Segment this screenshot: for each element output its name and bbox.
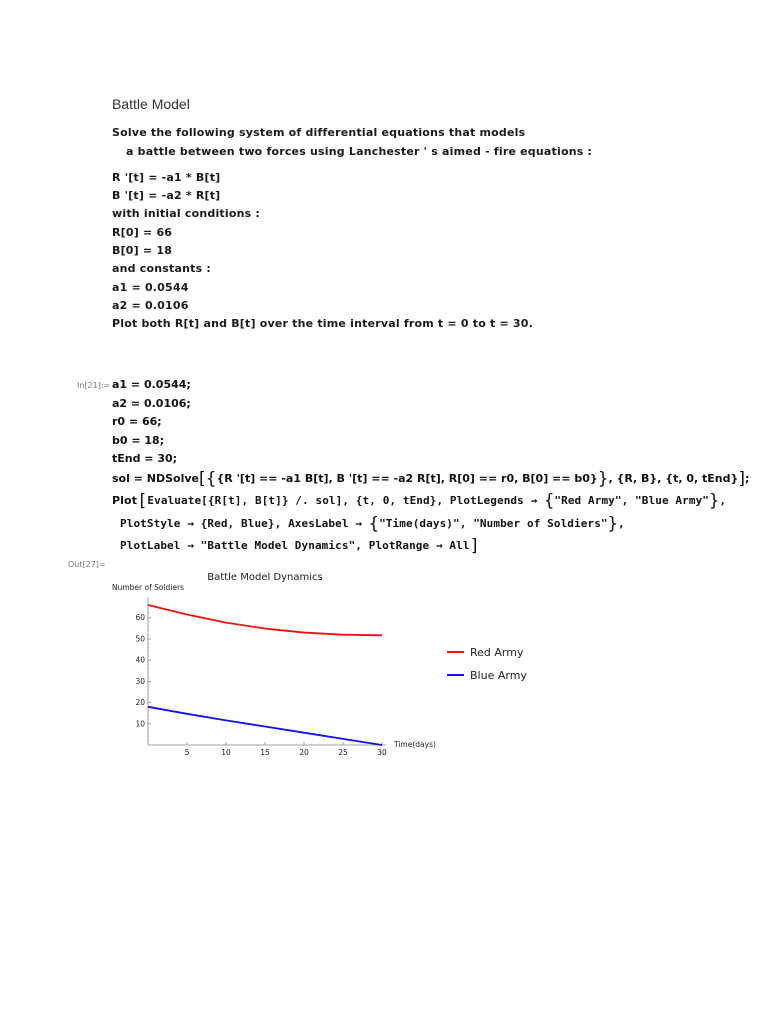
y-tick-label: 20 [135,698,145,708]
plot-args: Evaluate[{R[t], B[t]} /. sol], {t, 0, tEnd}, PlotLegends → [147,494,545,507]
plot-comma: , [719,494,727,507]
plot-legends: "Red Army", "Blue Army" [554,494,710,507]
input-line-plotlabel[interactable]: PlotLabel → "Battle Model Dynamics", PlotRange → All] [120,536,480,556]
legend-label: Blue Army [470,669,527,682]
series-line-blue-army [148,707,382,745]
y-tick-label: 60 [135,613,145,623]
input-line-a1[interactable]: a1 = 0.0544; [112,378,191,391]
series-line-red-army [148,605,382,635]
x-tick-label: 15 [260,748,270,757]
x-axis-label: Time(days) [394,740,436,749]
intro-line-2: a battle between two forces using Lanchester ' s aimed - fire equations : [126,145,593,158]
input-line-plot[interactable]: Plot[Evaluate[{R[t], B[t]} /. sol], {t, 0, tEnd}, PlotLegends → {"Red Army", "Blue Army"}, [112,491,727,511]
x-tick-label: 10 [221,748,231,757]
initial-conditions-label: with initial conditions : [112,207,261,220]
x-tick-label: 25 [338,748,348,757]
y-tick-label: 50 [135,634,145,644]
initial-condition-r: R[0] = 66 [112,226,173,239]
x-tick-label: 5 [184,748,190,757]
output-cell-label: Out[27]= [68,560,106,569]
constants-label: and constants : [112,262,211,275]
y-tick-label: 10 [135,719,145,729]
plotstyle-args: PlotStyle → {Red, Blue}, AxesLabel → [120,517,369,530]
section-title: Battle Model [112,96,190,112]
constant-a1: a1 = 0.0544 [112,281,189,294]
equation-r: R '[t] = -a1 * B[t] [112,171,221,184]
input-line-r0[interactable]: r0 = 66; [112,415,162,428]
input-line-plotstyle[interactable]: PlotStyle → {Red, Blue}, AxesLabel → {"Time(days)", "Number of Soldiers"}, [120,514,625,534]
initial-condition-b: B[0] = 18 [112,244,173,257]
plotlabel-args: PlotLabel → "Battle Model Dynamics", PlotRange → All [120,539,470,552]
ndsolve-end: ; [744,472,750,485]
y-tick-label: 40 [135,655,145,665]
y-tick-label: 30 [135,676,145,686]
intro-line-1: Solve the following system of differential equations that models [112,126,526,139]
plotstyle-comma: , [618,517,625,530]
chart-title: Battle Model Dynamics [207,572,323,583]
input-line-a2[interactable]: a2 = 0.0106; [112,397,191,410]
axes-labels: "Time(days)", "Number of Soldiers" [379,517,608,530]
input-line-tend[interactable]: tEnd = 30; [112,452,178,465]
x-tick-label: 30 [377,748,387,757]
ndsolve-equations: {R '[t] == -a1 B[t], B '[t] == -a2 R[t], R[0] == r0, B[0] == b0} [216,472,598,485]
y-axis-label: Number of Soldiers [112,583,185,592]
constant-a2: a2 = 0.0106 [112,299,189,312]
x-tick-label: 20 [299,748,309,757]
plot-instruction: Plot both R[t] and B[t] over the time interval from t = 0 to t = 30. [112,317,534,330]
input-line-ndsolve[interactable]: sol = NDSolve[{{R '[t] == -a1 B[t], B '[t] == -a2 R[t], R[0] == r0, B[0] == b0}}, {R, B}, {t, 0, tEnd}]; [112,469,750,489]
legend-label: Red Army [470,646,524,659]
ndsolve-head: sol = NDSolve [112,472,199,485]
input-cell-label: In[21]:= [77,381,111,390]
input-line-b0[interactable]: b0 = 18; [112,434,165,447]
equation-b: B '[t] = -a2 * R[t] [112,189,221,202]
plot-head: Plot [112,494,138,507]
ndsolve-args: , {R, B}, {t, 0, tEnd} [608,472,739,485]
